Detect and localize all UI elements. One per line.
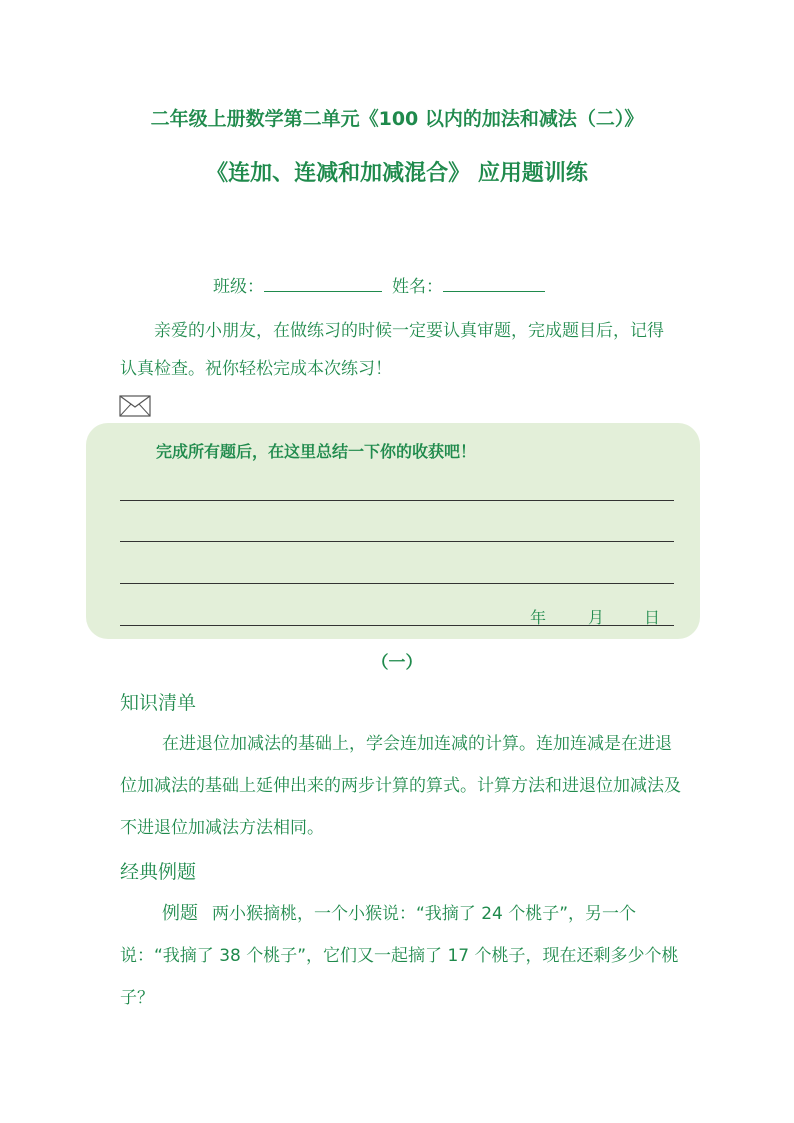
page-title-line2: 《连加、连减和加减混合》 应用题训练 [206,161,588,186]
date-year-label: 年 [530,608,547,627]
class-label: 班级： [213,277,264,297]
envelope-icon [119,395,151,417]
summary-date-line[interactable] [120,625,674,626]
intro-text: 亲爱的小朋友，在做练习的时候一定要认真审题，完成题目后，记得认真检查。祝你轻松完成本次练习！ [120,321,664,379]
knowledge-heading: 知识清单 [120,692,197,714]
example-paragraph [120,893,682,1019]
summary-writing-line[interactable] [120,541,674,542]
example-text: 两小猴摘桃，一个小猴说：“我摘了 24 个桃子”，另一个说：“我摘了 38 个桃子”，它们又一起摘了 17 个桃子，现在还剩多少个桃子？ [120,904,679,1008]
section-number: （一） [371,653,423,673]
example-label: 例题 [162,903,198,924]
page-title-line1: 二年级上册数学第二单元《100 以内的加法和减法（二）》 [150,108,644,130]
name-input-blank[interactable] [443,275,545,292]
example-heading: 经典例题 [120,861,197,883]
summary-writing-line[interactable] [120,500,674,501]
summary-box [86,423,700,639]
name-label: 姓名： [392,277,443,297]
summary-writing-line[interactable] [120,583,674,584]
class-input-blank[interactable] [264,275,382,292]
date-month-label: 月 [588,608,605,627]
summary-title: 完成所有题后，在这里总结一下你的收获吧！ [156,442,477,461]
date-day-label: 日 [644,608,661,627]
knowledge-text: 在进退位加减法的基础上，学会连加连减的计算。连加连减是在进退位加减法的基础上延伸出来的两步计算的算式。计算方法和进退位加减法及不进退位加减法方法相同。 [120,734,681,838]
student-info-row [213,272,545,297]
